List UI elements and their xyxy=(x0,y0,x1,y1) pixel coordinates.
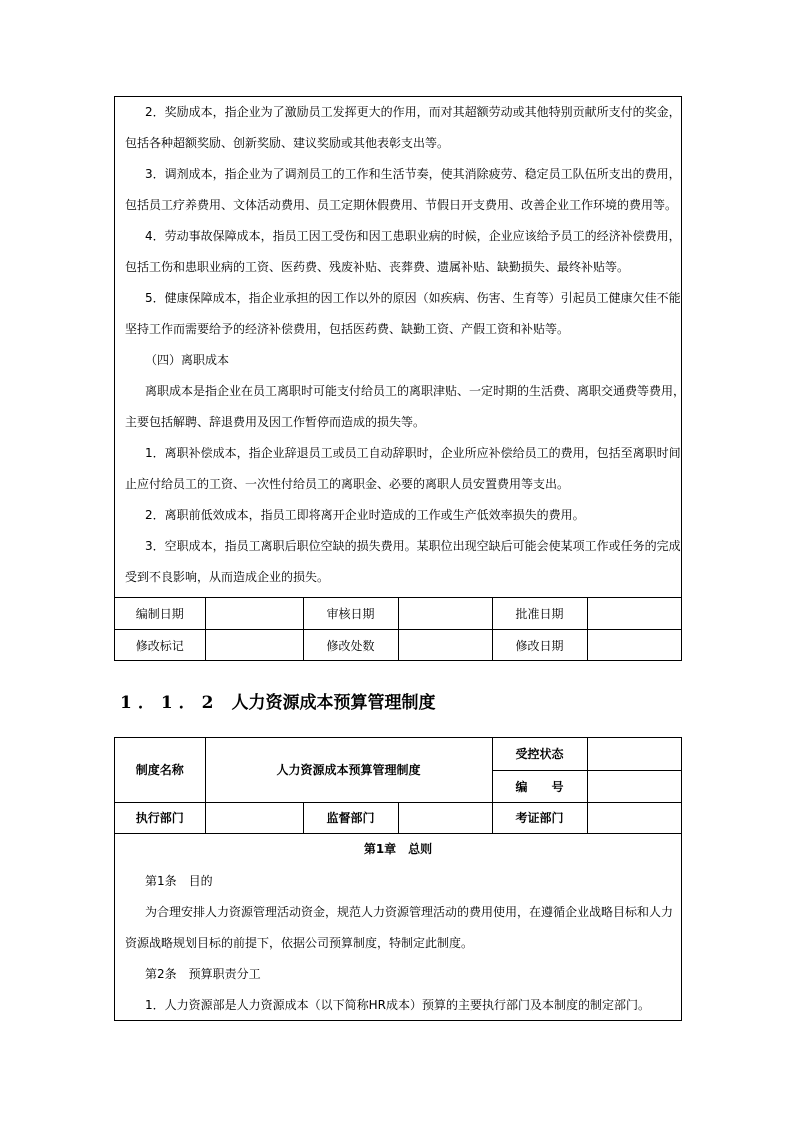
article-1-body xyxy=(125,897,673,959)
control-status-label: 受控状态 xyxy=(492,738,587,770)
paragraph-vacancy-cost xyxy=(125,531,681,593)
text-line: 包括各种超额奖励、创新奖励、建议奖励或其他表彰支出等。 xyxy=(125,136,450,150)
text-line: 3．调剂成本，指企业为了调剂员工的工作和生活节奏，使其消除疲劳、稳定员工队伍所支出的费用， xyxy=(145,167,681,181)
approve-date-value[interactable] xyxy=(587,598,681,630)
text-line: 坚持工作而需要给予的经济补偿费用，包括医药费、缺勤工资、产假工资和补贴等。 xyxy=(125,322,570,336)
text-line: 5．健康保障成本，指企业承担的因工作以外的原因（如疾病、伤害、生育等）引起员工健康欠佳不能 xyxy=(145,291,681,305)
revision-date-value[interactable] xyxy=(587,630,681,662)
policy-name-value: 人力资源成本预算管理制度 xyxy=(205,738,492,802)
text-line: 第1条 目的 xyxy=(145,874,213,888)
cost-description-box xyxy=(114,96,686,661)
text-line: （四）离职成本 xyxy=(145,353,230,367)
text-line: 资源战略规划目标的前提下，依据公司预算制度，特制定此制度。 xyxy=(125,936,474,950)
table-row xyxy=(115,630,681,662)
paragraph-reward-cost xyxy=(125,97,681,159)
table-row xyxy=(115,598,681,630)
compile-date-value[interactable] xyxy=(205,598,303,630)
control-status-value[interactable] xyxy=(587,738,681,770)
revision-count-label: 修改处数 xyxy=(303,630,398,662)
section-title: 人力资源成本预算管理制度 xyxy=(231,693,436,713)
policy-header-table xyxy=(115,738,681,834)
paragraph-departure-cost xyxy=(125,376,686,438)
table-row xyxy=(115,802,681,833)
revision-date-label: 修改日期 xyxy=(492,630,587,662)
revision-mark-label: 修改标记 xyxy=(115,630,205,662)
execution-dept-label: 执行部门 xyxy=(115,802,205,833)
section-heading xyxy=(120,688,436,713)
verification-dept-label: 考证部门 xyxy=(492,802,587,833)
text-line: 2．奖励成本，指企业为了激励员工发挥更大的作用，而对其超额劳动或其他特别贡献所支付的奖金， xyxy=(145,105,681,119)
revision-count-value[interactable] xyxy=(398,630,492,662)
signature-table xyxy=(115,597,681,661)
verification-dept-value[interactable] xyxy=(587,802,681,833)
supervision-dept-value[interactable] xyxy=(398,802,492,833)
approve-date-label: 批准日期 xyxy=(492,598,587,630)
paragraph-adjust-cost xyxy=(125,159,681,221)
text-line: 1．人力资源部是人力资源成本（以下简称HR成本）预算的主要执行部门及本制度的制定部门。 xyxy=(145,998,650,1012)
text-line: 第2条 预算职责分工 xyxy=(145,967,261,981)
text-line: 主要包括解聘、辞退费用及因工作暂停而造成的损失等。 xyxy=(125,415,426,429)
cost-description-content xyxy=(115,97,686,597)
article-1-title xyxy=(125,866,673,897)
article-2-item-1 xyxy=(125,990,673,1021)
policy-box xyxy=(114,737,682,1021)
text-line: 离职成本是指企业在员工离职时可能支付给员工的离职津贴、一定时期的生活费、离职交通费等费用， xyxy=(145,384,686,398)
text-line: 受到不良影响，从而造成企业的损失。 xyxy=(125,570,330,584)
text-line: 为合理安排人力资源管理活动资金，规范人力资源管理活动的费用使用，在遵循企业战略目标和人力 xyxy=(145,905,674,919)
text-line: 1．离职补偿成本，指企业辞退员工或员工自动辞职时，企业所应补偿给员工的费用，包括至离职时间 xyxy=(145,446,681,460)
chapter-title: 第1章 总则 xyxy=(363,842,433,856)
paragraph-low-efficiency-cost xyxy=(125,500,673,531)
table-row xyxy=(115,738,681,770)
text-line: 包括员工疗养费用、文体活动费用、员工定期休假费用、节假日开支费用、改善企业工作环境的费用等。 xyxy=(125,198,678,212)
review-date-value[interactable] xyxy=(398,598,492,630)
compile-date-label: 编制日期 xyxy=(115,598,205,630)
policy-name-label: 制度名称 xyxy=(115,738,205,802)
text-line: 3．空职成本，指员工离职后职位空缺的损失费用。某职位出现空缺后可能会使某项工作或任务的完成 xyxy=(145,539,681,553)
revision-mark-value[interactable] xyxy=(205,630,303,662)
text-line: 止应付给员工的工资、一次性付给员工的离职金、必要的离职人员安置费用等支出。 xyxy=(125,477,570,491)
paragraph-accident-cost xyxy=(125,221,681,283)
review-date-label: 审核日期 xyxy=(303,598,398,630)
execution-dept-value[interactable] xyxy=(205,802,303,833)
subheading-departure-cost xyxy=(125,345,673,376)
article-2-title xyxy=(125,959,673,990)
text-line: 包括工伤和患职业病的工资、医药费、残废补贴、丧葬费、遗属补贴、缺勤损失、最终补贴等。 xyxy=(125,260,630,274)
document-number-value[interactable] xyxy=(587,770,681,802)
text-line: 4．劳动事故保障成本，指员工因工受伤和因工患职业病的时候，企业应该给予员工的经济补偿费用， xyxy=(145,229,681,243)
paragraph-health-cost xyxy=(125,283,681,345)
paragraph-compensation-cost xyxy=(125,438,681,500)
text-line: 2．离职前低效成本，指员工即将离开企业时造成的工作或生产低效率损失的费用。 xyxy=(145,508,585,522)
supervision-dept-label: 监督部门 xyxy=(303,802,398,833)
document-number-label: 编 号 xyxy=(492,770,587,802)
section-number: 1．1．2 xyxy=(120,693,220,713)
